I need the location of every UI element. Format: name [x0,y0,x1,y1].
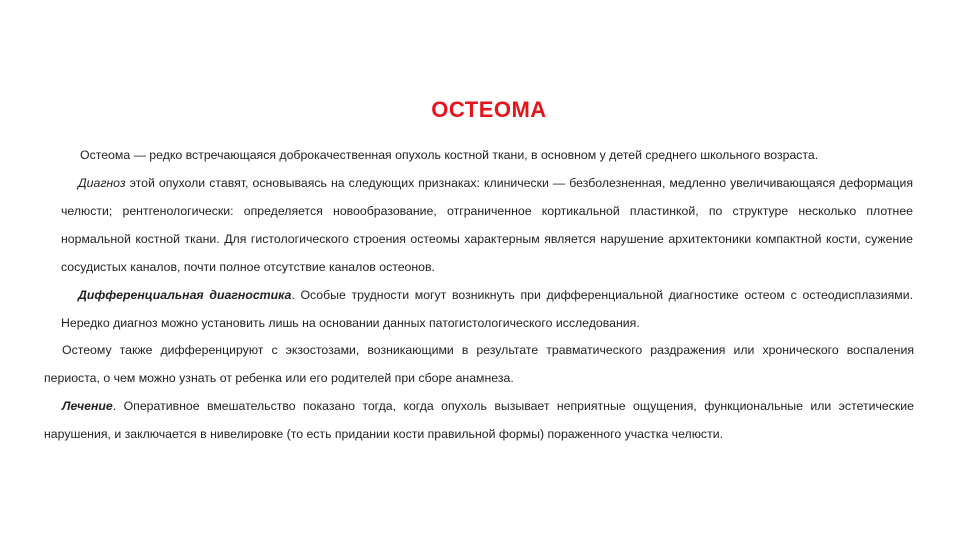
definition-text: Остеома — редко встречающаяся доброкачественная опухоль костной ткани, в основном у детей среднего школьного возраста. [80,148,819,162]
treatment-text: . Оперативное вмешательство показано тогда, когда опухоль вызывает неприятные ощущения, функциональные или эстетические нарушения, и заключается в нивелировке (то есть придании кости правильной формы) пораженного участка челюсти. [44,399,914,441]
differential-diagnosis-text: . Особые трудности могут возникнуть при дифференциальной диагностике остеом с остеодисплазиями. Нередко диагноз можно установить лишь на основании данных патогистологического исследования. [61,288,914,330]
slide-title: ОСТЕОМА [431,97,547,122]
paragraph-treatment [44,392,914,448]
differential-diagnosis-lead: Дифференциальная диагностика [78,288,292,302]
paragraph-exostoses [44,336,914,392]
exostoses-text: Остеому также дифференцируют с экзостозами, возникающими в результате травматического раздражения или хронического воспаления периоста, о чем можно узнать от ребенка или его родителей при сборе анамнеза. [44,343,914,385]
treatment-lead: Лечение [62,399,113,413]
diagnosis-lead: Диагноз [78,176,126,190]
paragraph-differential-diagnosis [61,281,913,337]
diagnosis-text: этой опухоли ставят, основываясь на следующих признаках: клинически — безболезненная, медленно увеличивающаяся деформация челюсти; рентгенологически: определяется новообразование, отграниченное кортикальной пластинкой, по структуре несколько плотнее нормальной костной ткани. Для гистологического строения остеомы характерным является нарушение архитектоники компактной кости, сужение сосудистых каналов, почти полное отсутствие каналов остеонов. [61,176,913,274]
paragraph-definition [80,141,910,169]
paragraph-diagnosis [61,169,913,281]
